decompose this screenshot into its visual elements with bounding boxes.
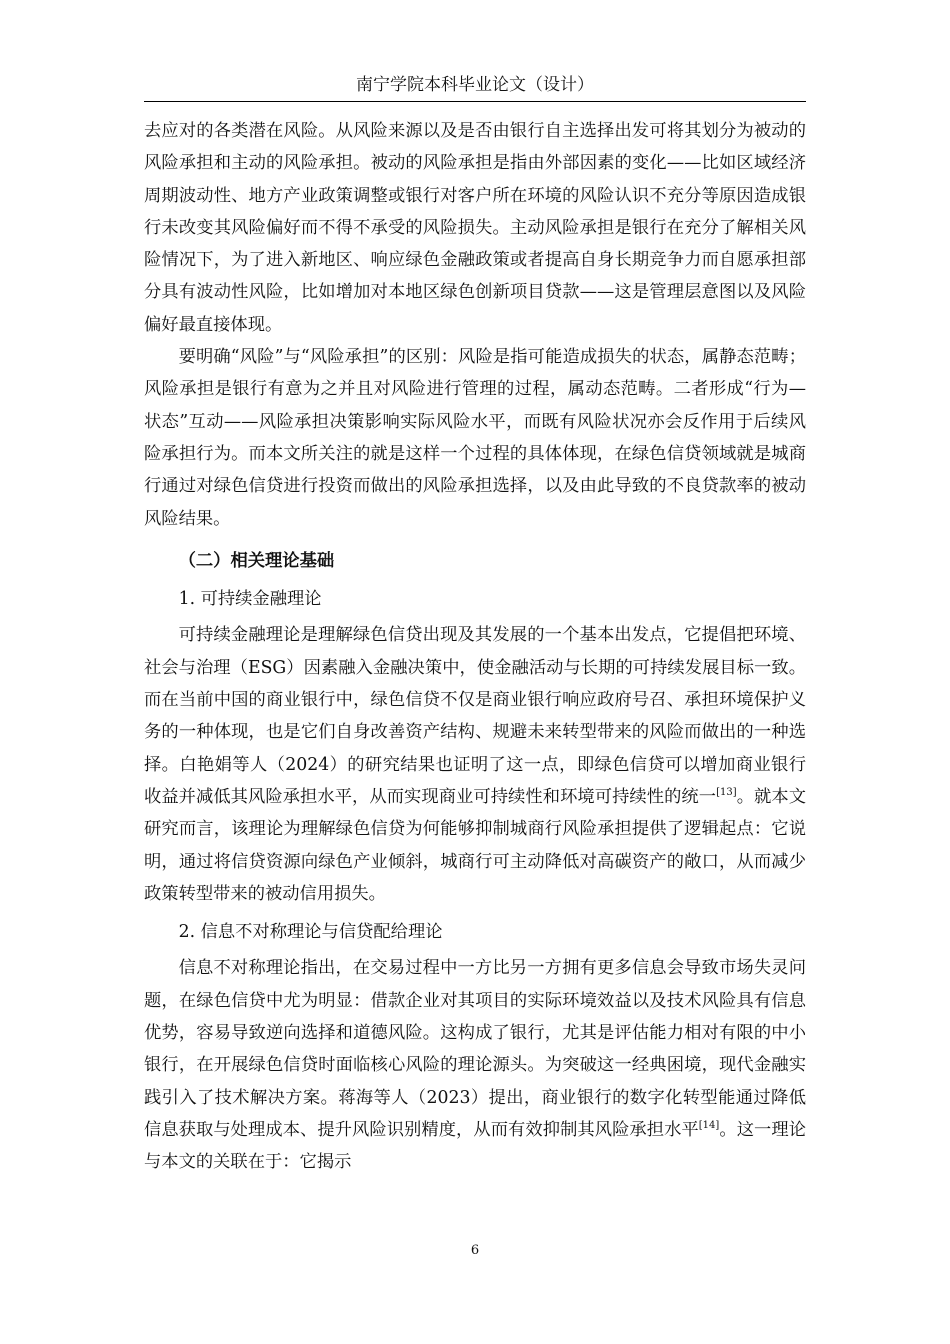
paragraph-risk-distinction: 要明确“风险”与“风险承担”的区别：风险是指可能造成损失的状态，属静态范畴；风险承担是银行有意为之并且对风险进行管理的过程，属动态范畴。二者形成“行为—状态”互动——风险承担决策影响实际风险水平，而既有风险状况亦会反作用于后续风险承担行为。而本文所关注的就是这样一个过程的具体体现，在绿色信贷领域就是城商行通过对绿色信贷进行投资而做出的风险承担选择，以及由此导致的不良贷款率的被动风险结果。 [144, 347, 806, 529]
citation-14: [14] [698, 1120, 720, 1132]
page-number: 6 [470, 1243, 480, 1258]
citation-13: [13] [716, 787, 737, 799]
paragraph-information-asymmetry [144, 952, 806, 1178]
header-divider [144, 101, 806, 102]
running-header: 南宁学院本科毕业论文（设计） [356, 75, 594, 95]
subheading-sustainable-finance: 1. 可持续金融理论 [178, 589, 322, 610]
paragraph-text: 。这一理论与本文的关联在于：它揭示 [144, 1119, 806, 1173]
subheading-information-asymmetry: 2. 信息不对称理论与信贷配给理论 [178, 922, 443, 943]
paragraph-text: 可持续金融理论是理解绿色信贷出现及其发展的一个基本出发点，它提倡把环境、社会与治理（ESG）因素融入金融决策中，使金融活动与长期的可持续发展目标一致。而在当前中国的商业银行中，绿色信贷不仅是商业银行响应政府号召、承担环境保护义务的一种体现，也是它们自身改善资产结构、规避未来转型带来的风险而做出的一种选择。白艳娟等人（2024）的研究结果也证明了这一点，即绿色信贷可以增加商业银行收益并减低其风险承担水平，从而实现商业可持续性和环境可持续性的统一 [144, 625, 806, 807]
paragraph-text: 信息不对称理论指出，在交易过程中一方比另一方拥有更多信息会导致市场失灵问题，在绿色信贷中尤为明显：借款企业对其项目的实际环境效益以及技术风险具有信息优势，容易导致逆向选择和道德风险。这构成了银行，尤其是评估能力相对有限的中小银行，在开展绿色信贷时面临核心风险的理论源头。为突破这一经典困境，现代金融实践引入了技术解决方案。蒋海等人（2023）提出，商业银行的数字化转型能通过降低信息获取与处理成本、提升风险识别精度，从而有效抑制其风险承担水平 [144, 958, 806, 1140]
page-body [144, 115, 806, 1179]
paragraph-risk-types: 去应对的各类潜在风险。从风险来源以及是否由银行自主选择出发可将其划分为被动的风险承担和主动的风险承担。被动的风险承担是指由外部因素的变化——比如区域经济周期波动性、地方产业政策调整或银行对客户所在环境的风险认识不充分等原因造成银行未改变其风险偏好而不得不承受的风险损失。主动风险承担是银行在充分了解相关风险情况下，为了进入新地区、响应绿色金融政策或者提高自身长期竞争力而自愿承担部分具有波动性风险，比如增加对本地区绿色创新项目贷款——这是管理层意图以及风险偏好最直接体现。 [144, 121, 806, 335]
paragraph-sustainable-finance [144, 619, 806, 910]
section-heading-theory: （二）相关理论基础 [178, 550, 335, 571]
paragraph-text: 。就本文研究而言，该理论为理解绿色信贷为何能够抑制城商行风险承担提供了逻辑起点：它说明，通过将信贷资源向绿色产业倾斜，城商行可主动降低对高碳资产的敞口，从而减少政策转型带来的被动信用损失。 [144, 786, 806, 904]
